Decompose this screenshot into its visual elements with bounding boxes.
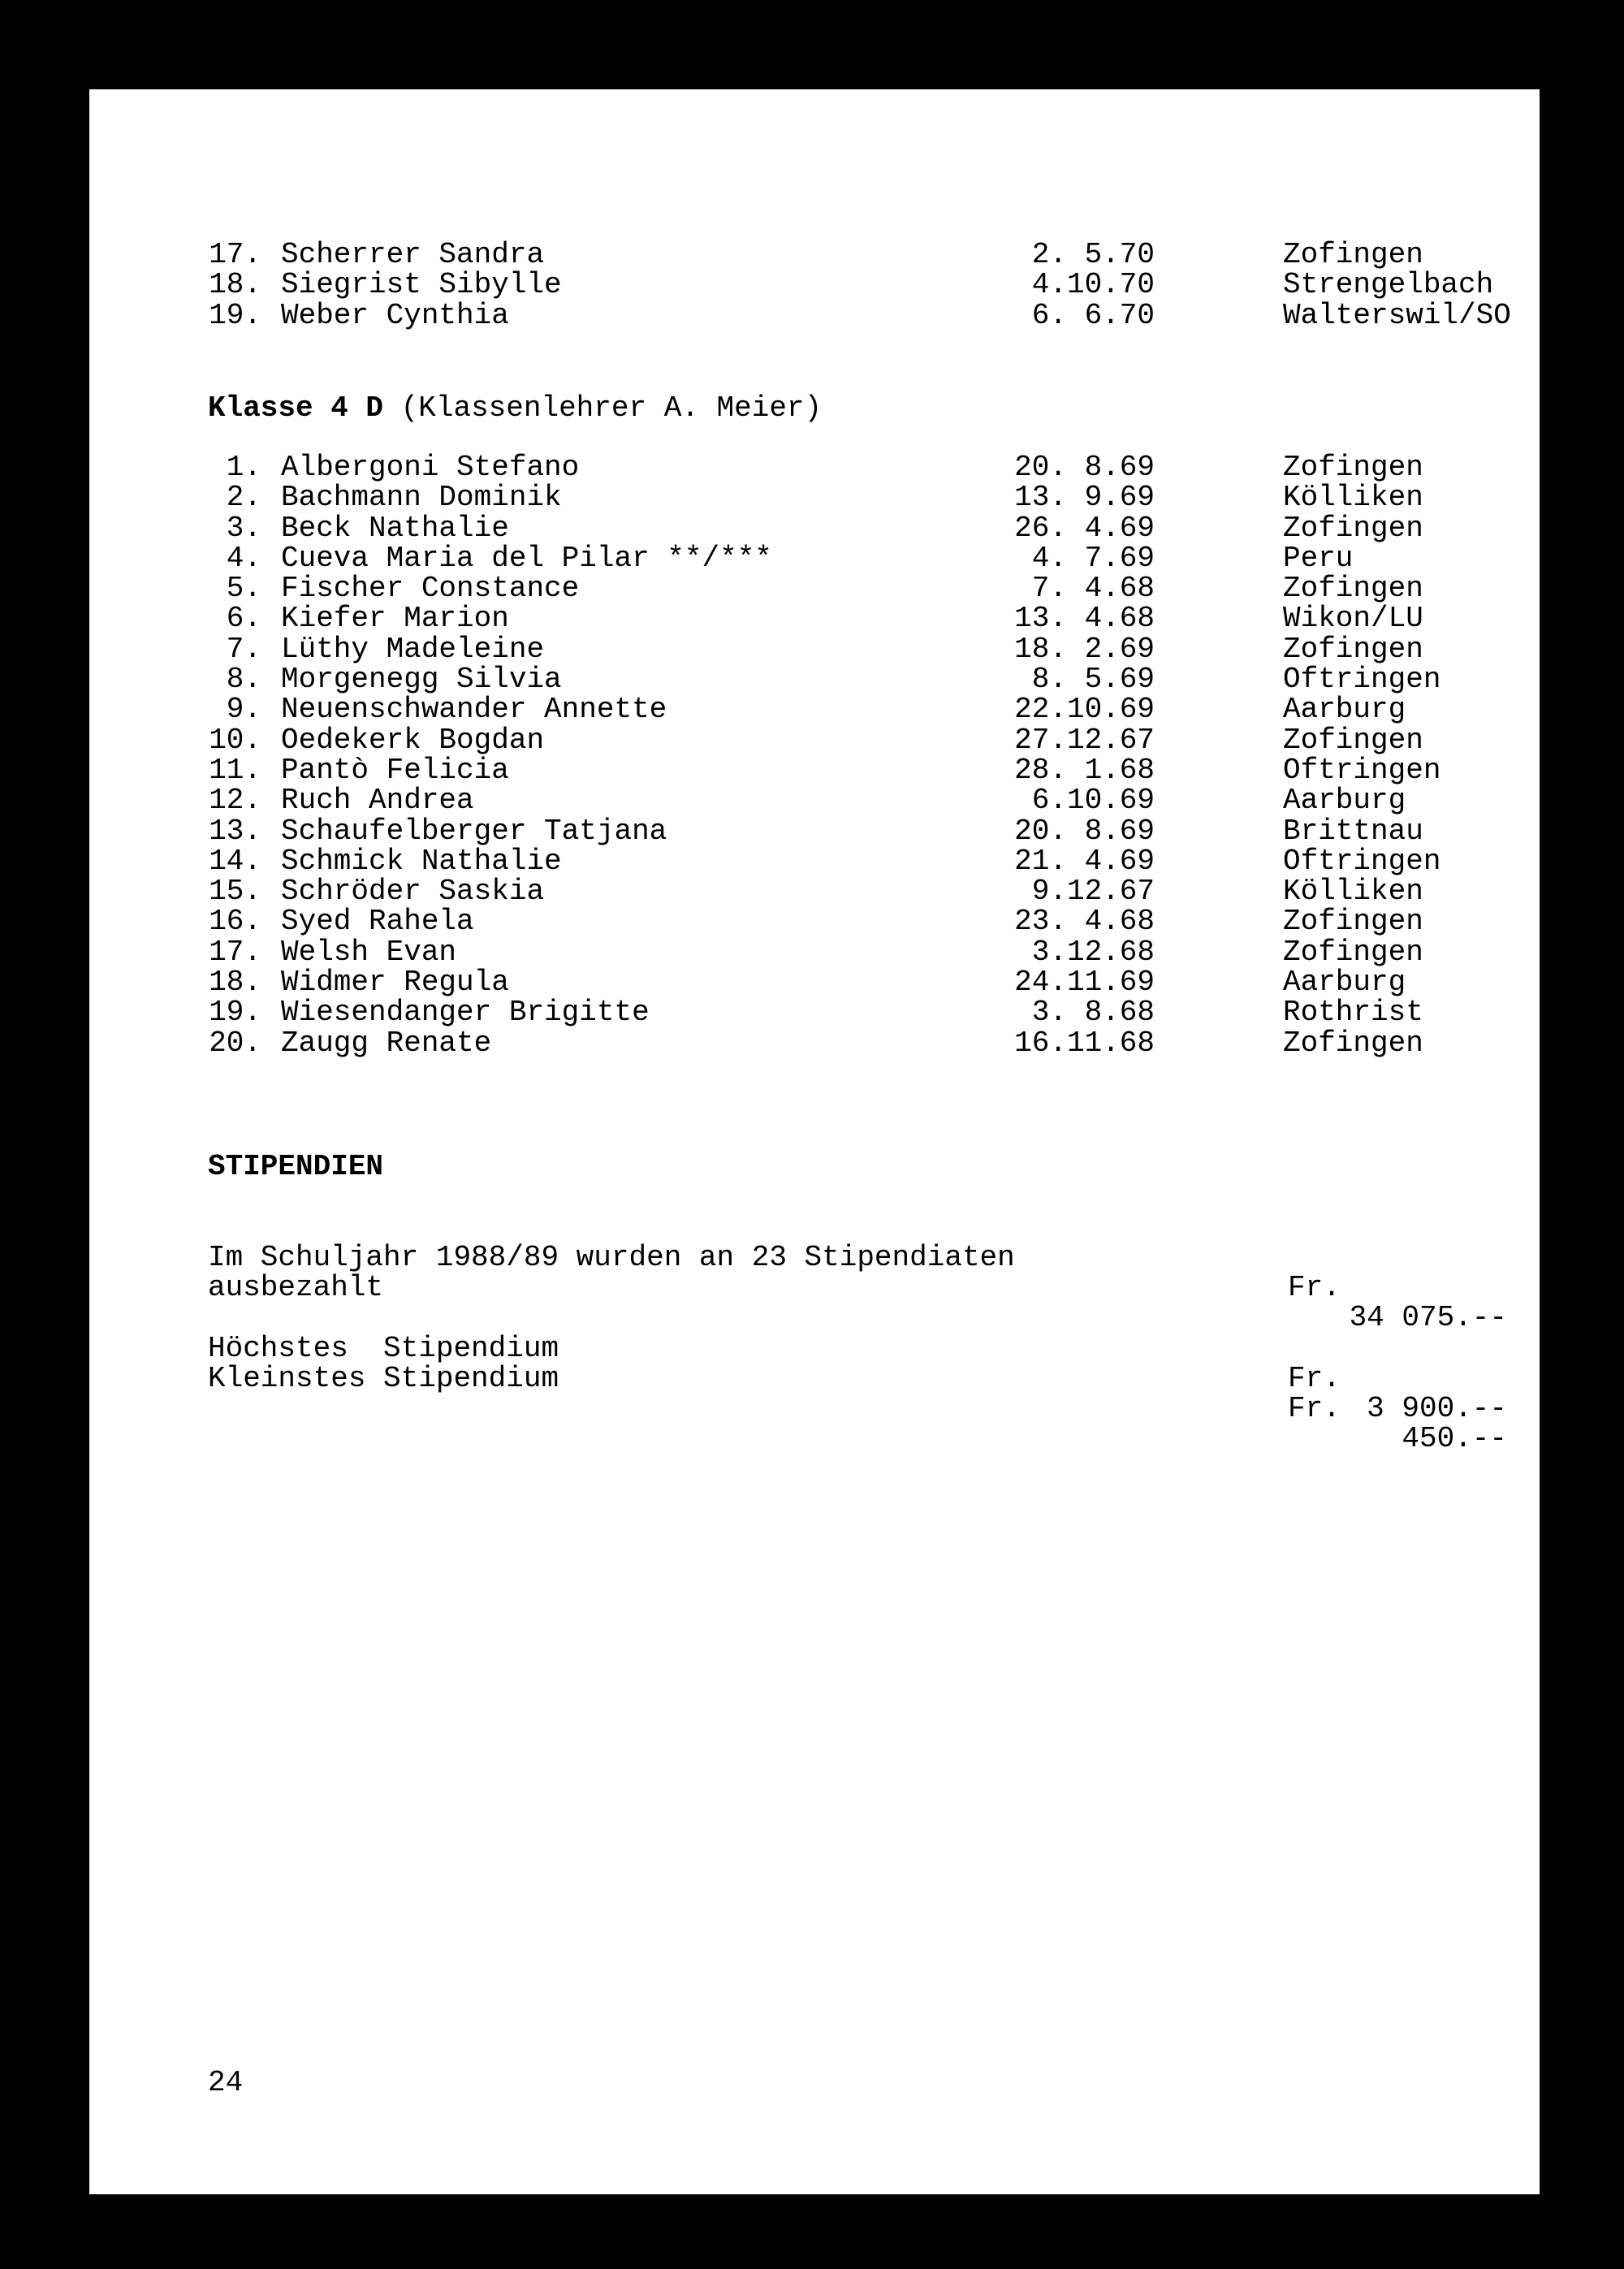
student-name: Bachmann Dominik (281, 481, 562, 515)
student-hometown: Aarburg (1283, 784, 1406, 818)
student-name: Morgenegg Silvia (281, 663, 562, 697)
student-number: 20. (209, 1026, 261, 1060)
student-hometown: Oftringen (1283, 663, 1441, 697)
student-hometown: Zofingen (1283, 905, 1423, 939)
student-name: Lüthy Madeleine (281, 632, 545, 666)
stipendien-total-currency: Fr. (1288, 1271, 1341, 1304)
stipendien-min-amount: 450.-- (1402, 1422, 1507, 1456)
student-number: 12. (209, 784, 261, 818)
student-name: Wiesendanger Brigitte (281, 996, 650, 1030)
student-row (208, 846, 1507, 876)
student-number: 11. (209, 753, 261, 787)
stipendien-min-label: Kleinstes Stipendium (208, 1362, 559, 1396)
student-number: 17. (209, 935, 261, 969)
student-name: Cueva Maria del Pilar **/*** (281, 541, 772, 575)
student-row (208, 875, 1507, 909)
student-row (208, 513, 1507, 543)
student-row (208, 937, 1507, 967)
class-heading (208, 393, 822, 423)
student-hometown: Rothrist (1283, 996, 1423, 1030)
student-hometown: Zofingen (1283, 238, 1423, 271)
student-row (208, 572, 1507, 606)
student-number: 13. (209, 814, 261, 848)
student-birthdate: 27.12.67 (1014, 723, 1155, 757)
student-number: 2. (226, 481, 261, 515)
student-row (208, 481, 1507, 515)
student-birthdate: 26. 4.69 (1014, 511, 1155, 545)
page-number: 24 (208, 2066, 244, 2099)
student-name: Syed Rahela (281, 905, 474, 939)
student-row (208, 816, 1507, 846)
student-hometown: Peru (1283, 541, 1354, 575)
stipendien-heading: STIPENDIEN (208, 1150, 384, 1183)
student-hometown: Zofingen (1283, 935, 1423, 969)
student-hometown: Wikon/LU (1283, 602, 1423, 636)
student-name: Siegrist Sibylle (281, 268, 562, 302)
student-name: Schaufelberger Tatjana (281, 814, 667, 848)
student-name: Oedekerk Bogdan (281, 723, 545, 757)
student-birthdate: 7. 4.68 (1031, 572, 1155, 606)
student-name: Welsh Evan (281, 935, 457, 969)
student-name: Pantò Felicia (281, 753, 509, 787)
student-birthdate: 28. 1.68 (1014, 753, 1155, 787)
student-number: 7. (226, 632, 261, 666)
student-number: 19. (209, 298, 261, 332)
student-birthdate: 13. 4.68 (1014, 602, 1155, 636)
student-row (208, 784, 1507, 818)
student-birthdate: 23. 4.68 (1014, 905, 1155, 939)
stipendien-max-amount: 3 900.-- (1367, 1391, 1507, 1425)
student-name: Neuenschwander Annette (281, 693, 667, 727)
stipendien-spacer (208, 1273, 1507, 1303)
student-number: 17. (209, 238, 261, 271)
student-name: Fischer Constance (281, 572, 580, 606)
student-number: 10. (209, 723, 261, 757)
scan-edge-mark (1590, 47, 1595, 96)
student-row (208, 452, 1507, 482)
student-row (208, 543, 1507, 573)
student-hometown: Zofingen (1283, 511, 1423, 545)
student-hometown: Brittnau (1283, 814, 1423, 848)
student-birthdate: 9.12.67 (1031, 875, 1155, 909)
student-birthdate: 4. 7.69 (1031, 541, 1155, 575)
student-name: Weber Cynthia (281, 298, 509, 332)
student-birthdate: 24.11.69 (1014, 966, 1155, 1000)
student-birthdate: 6.10.69 (1031, 784, 1155, 818)
student-row (208, 298, 1511, 332)
student-name: Kiefer Marion (281, 602, 509, 636)
student-name: Zaugg Renate (281, 1026, 492, 1060)
student-hometown: Oftringen (1283, 844, 1441, 878)
student-number: 1. (226, 451, 261, 484)
student-name: Schmick Nathalie (281, 844, 562, 878)
student-number: 8. (226, 663, 261, 697)
student-row (208, 602, 1507, 636)
student-birthdate: 2. 5.70 (1031, 238, 1155, 271)
student-birthdate: 4.10.70 (1031, 268, 1155, 302)
student-name: Beck Nathalie (281, 511, 509, 545)
student-birthdate: 16.11.68 (1014, 1026, 1155, 1060)
student-hometown: Aarburg (1283, 966, 1406, 1000)
student-row (208, 693, 1507, 727)
student-birthdate: 22.10.69 (1014, 693, 1155, 727)
student-number: 18. (209, 966, 261, 1000)
student-name: Schröder Saskia (281, 875, 545, 909)
student-row (208, 663, 1507, 697)
student-name: Widmer Regula (281, 966, 509, 1000)
student-name: Ruch Andrea (281, 784, 474, 818)
student-row (208, 966, 1507, 1000)
class-heading-rest: (Klassenlehrer A. Meier) (383, 391, 823, 425)
student-hometown: Kölliken (1283, 481, 1423, 515)
student-number: 16. (209, 905, 261, 939)
stipendien-min-currency: Fr. (1288, 1392, 1341, 1426)
student-name: Scherrer Sandra (281, 238, 545, 271)
student-birthdate: 8. 5.69 (1031, 663, 1155, 697)
student-birthdate: 20. 8.69 (1014, 451, 1155, 484)
student-number: 18. (209, 268, 261, 302)
student-number: 14. (209, 844, 261, 878)
stipendien-total-amount: 34 075.-- (1349, 1301, 1507, 1334)
stipendien-max-currency: Fr. (1288, 1361, 1341, 1395)
student-row (208, 1028, 1507, 1058)
student-number: 3. (226, 511, 261, 545)
student-number: 9. (226, 693, 261, 727)
student-birthdate: 3. 8.68 (1031, 996, 1155, 1030)
student-hometown: Walterswil/SO (1283, 298, 1511, 332)
student-row (208, 725, 1507, 755)
student-row (208, 755, 1507, 785)
document-page (89, 89, 1540, 2194)
stipendien-total-text: Im Schuljahr 1988/89 wurden an 23 Stipendiaten (208, 1241, 1015, 1274)
student-number: 15. (209, 875, 261, 909)
student-hometown: Zofingen (1283, 723, 1423, 757)
student-hometown: Strengelbach (1283, 268, 1494, 302)
student-birthdate: 20. 8.69 (1014, 814, 1155, 848)
student-hometown: Zofingen (1283, 632, 1423, 666)
stipendien-total-text-2: ausbezahlt (208, 1271, 384, 1305)
student-number: 19. (209, 996, 261, 1030)
student-hometown: Oftringen (1283, 753, 1441, 787)
student-row (208, 996, 1507, 1030)
student-row (208, 240, 1507, 270)
student-birthdate: 18. 2.69 (1014, 632, 1155, 666)
student-number: 5. (226, 572, 261, 606)
stipendien-max-label: Höchstes Stipendium (208, 1331, 559, 1365)
student-hometown: Zofingen (1283, 1026, 1423, 1060)
student-hometown: Aarburg (1283, 693, 1406, 727)
student-name: Albergoni Stefano (281, 451, 580, 484)
class-heading-bold: Klasse 4 D (208, 391, 384, 425)
student-row (208, 634, 1507, 664)
student-row (208, 270, 1507, 300)
student-row (208, 905, 1507, 939)
student-hometown: Kölliken (1283, 875, 1423, 909)
student-hometown: Zofingen (1283, 451, 1423, 484)
student-birthdate: 6. 6.70 (1031, 298, 1155, 332)
class-student-list (208, 452, 1507, 1058)
student-birthdate: 21. 4.69 (1014, 844, 1155, 878)
student-hometown: Zofingen (1283, 572, 1423, 606)
student-number: 6. (226, 602, 261, 636)
student-number: 4. (226, 541, 261, 575)
stipendien-section (208, 1212, 1507, 1456)
student-birthdate: 3.12.68 (1031, 935, 1155, 969)
top-student-list (208, 238, 1511, 332)
student-birthdate: 13. 9.69 (1014, 481, 1155, 515)
